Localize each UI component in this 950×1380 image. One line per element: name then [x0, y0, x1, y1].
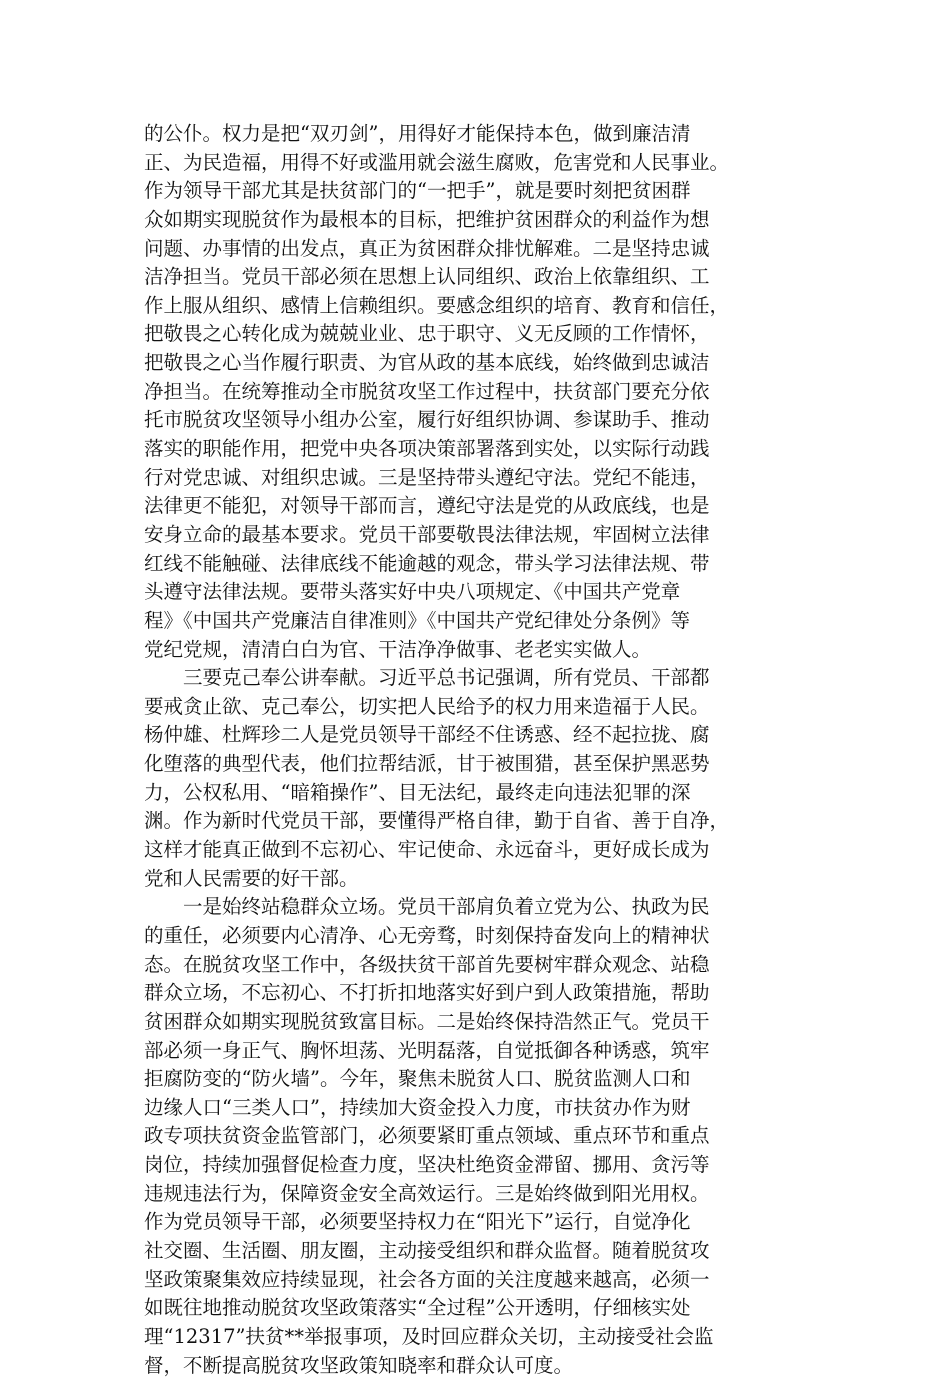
- text-line: 边缘人口“三类人口”，持续加大资金投入力度，市扶贫办作为财: [144, 1095, 691, 1119]
- text-line: 要戒贪止欲、克己奉公，切实把人民给予的权力用来造福于人民。: [144, 694, 710, 718]
- text-line: 作为党员领导干部，必须要坚持权力在“阳光下”运行，自觉净化: [144, 1210, 691, 1234]
- text-line: 红线不能触碰、法律底线不能逾越的观念，带头学习法律法规、带: [144, 551, 710, 575]
- text-line: 洁净担当。党员干部必须在思想上认同组织、政治上依靠组织、工: [144, 265, 710, 289]
- text-line: 党和人民需要的好干部。: [144, 866, 359, 890]
- text-line: 头遵守法律法规。要带头落实好中央八项规定、《中国共产党章: [144, 580, 681, 604]
- text-line: 净担当。在统筹推动全市脱贫攻坚工作过程中，扶贫部门要充分依: [144, 379, 710, 403]
- text-line: 杨仲雄、杜辉珍二人是党员领导干部经不住诱惑、经不起拉拢、腐: [144, 723, 710, 747]
- text-line: 力，公权私用、“暗箱操作”、目无法纪，最终走向违法犯罪的深: [144, 780, 691, 804]
- text-line: 党纪党规，清清白白为官、干洁净净做事、老老实实做人。: [144, 637, 652, 661]
- body-text: [144, 120, 816, 1380]
- text-line: 的重任，必须要内心清净、心无旁骛，时刻保持奋发向上的精神状: [144, 923, 710, 947]
- text-line: 法律更不能犯，对领导干部而言，遵纪守法是党的从政底线，也是: [144, 494, 710, 518]
- text-line: 把敬畏之心当作履行职责、为官从政的基本底线，始终做到忠诚洁: [144, 351, 710, 375]
- text-line: 态。在脱贫攻坚工作中，各级扶贫干部首先要树牢群众观念、站稳: [144, 952, 710, 976]
- text-line: 岗位，持续加强督促检查力度，坚决杜绝资金滞留、挪用、贪污等: [144, 1153, 710, 1177]
- text-line: 拒腐防变的“防火墙”。今年，聚焦未脱贫人口、脱贫监测人口和: [144, 1067, 691, 1091]
- text-line: 这样才能真正做到不忘初心、牢记使命、永远奋斗，更好成长成为: [144, 838, 710, 862]
- text-line: 违规违法行为，保障资金安全高效运行。三是始终做到阳光用权。: [144, 1181, 710, 1205]
- text-line: 众如期实现脱贫作为最根本的目标，把维护贫困群众的利益作为想: [144, 207, 710, 231]
- text-line: 如既往地推动脱贫攻坚政策落实“全过程”公开透明，仔细核实处: [144, 1296, 691, 1320]
- text-line: 程》《中国共产党廉洁自律准则》《中国共产党纪律处分条例》等: [144, 608, 691, 632]
- text-line: 群众立场，不忘初心、不打折扣地落实好到户到人政策措施，帮助: [144, 981, 710, 1005]
- text-line: 社交圈、生活圈、朋友圈，主动接受组织和群众监督。随着脱贫攻: [144, 1238, 710, 1262]
- text-line: 一是始终站稳群众立场。党员干部肩负着立党为公、执政为民: [144, 895, 710, 919]
- text-line: 行对党忠诚、对组织忠诚。三是坚持带头遵纪守法。党纪不能违，: [144, 465, 710, 489]
- text-line: 把敬畏之心转化成为兢兢业业、忠于职守、义无反顾的工作情怀，: [144, 322, 710, 346]
- text-line: 化堕落的典型代表，他们拉帮结派，甘于被围猎，甚至保护黑恶势: [144, 752, 710, 776]
- text-line: 作为领导干部尤其是扶贫部门的“一把手”，就是要时刻把贫困群: [144, 179, 691, 203]
- text-line: 落实的职能作用，把党中央各项决策部署落到实处，以实际行动践: [144, 437, 710, 461]
- text-line: 理“12317”扶贫**举报事项，及时回应群众关切，主动接受社会监: [144, 1324, 714, 1348]
- text-line: 渊。作为新时代党员干部，要懂得严格自律，勤于自省、善于自净，: [144, 809, 730, 833]
- text-line: 坚政策聚集效应持续显现，社会各方面的关注度越来越高，必须一: [144, 1267, 710, 1291]
- text-line: 督，不断提高脱贫攻坚政策知晓率和群众认可度。: [144, 1353, 574, 1377]
- text-line: 作上服从组织、感情上信赖组织。要感念组织的培育、教育和信任，: [144, 293, 730, 317]
- text-line: 托市脱贫攻坚领导小组办公室，履行好组织协调、参谋助手、推动: [144, 408, 710, 432]
- text-line: 问题、办事情的出发点，真正为贫困群众排忧解难。二是坚持忠诚: [144, 236, 710, 260]
- text-line: 的公仆。权力是把“双刃剑”，用得好才能保持本色，做到廉洁清: [144, 122, 691, 145]
- text-line: 三要克己奉公讲奉献。习近平总书记强调，所有党员、干部都: [144, 666, 710, 690]
- text-line: 政专项扶贫资金监管部门，必须要紧盯重点领域、重点环节和重点: [144, 1124, 710, 1148]
- text-line: 安身立命的最基本要求。党员干部要敬畏法律法规，牢固树立法律: [144, 522, 710, 546]
- text-line: 正、为民造福，用得不好或滥用就会滋生腐败，危害党和人民事业。: [144, 150, 730, 174]
- text-line: 部必须一身正气、胸怀坦荡、光明磊落，自觉抵御各种诱惑，筑牢: [144, 1038, 710, 1062]
- text-line: 贫困群众如期实现脱贫致富目标。二是始终保持浩然正气。党员干: [144, 1009, 710, 1033]
